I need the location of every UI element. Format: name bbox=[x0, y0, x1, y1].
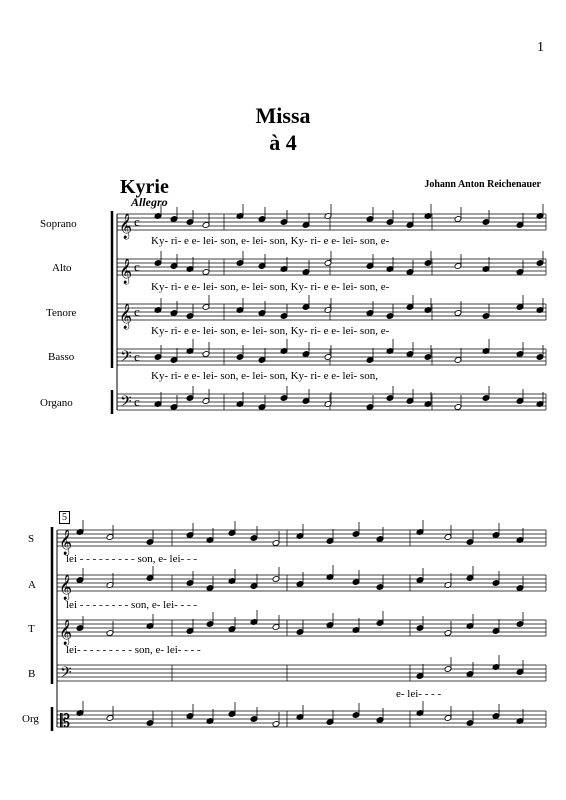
voice-label-b: B bbox=[28, 668, 36, 680]
voice-label-s: S bbox=[28, 533, 35, 545]
voice-label-a: A bbox=[28, 579, 36, 591]
bass-clef-icon: 𝄢 bbox=[120, 348, 132, 369]
lyrics-b: e- lei- - - - bbox=[396, 688, 442, 700]
voice-label-alto: Alto bbox=[52, 262, 72, 274]
lyrics-alto: Ky- ri- e e- lei- son, e- lei- son, Ky- ri- e e- lei- son, e- bbox=[151, 281, 390, 293]
score-subtitle: à 4 bbox=[269, 130, 297, 155]
voice-label-org: Org bbox=[22, 713, 39, 725]
treble-clef-icon: 𝄞 bbox=[59, 575, 73, 600]
voice-label-basso: Basso bbox=[48, 351, 75, 363]
alto-clef-icon: 𝄡 bbox=[60, 711, 71, 732]
voice-label-t: T bbox=[28, 623, 35, 635]
treble-clef-icon: 𝄞 bbox=[119, 214, 133, 239]
page-number: 1 bbox=[537, 40, 544, 55]
treble-clef-icon: 𝄞 bbox=[59, 620, 73, 645]
bass-clef-icon: 𝄢 bbox=[60, 664, 72, 685]
voice-label-organo: Organo bbox=[40, 397, 73, 409]
measure-number: 5 bbox=[59, 511, 70, 524]
lyrics-tenore: Ky- ri- e e- lei- son, e- lei- son, Ky- ri- e e- lei- son, e- bbox=[151, 325, 390, 337]
treble-clef-icon: 𝄞 bbox=[59, 530, 73, 555]
lyrics-soprano: Ky- ri- e e- lei- son, e- lei- son, Ky- ri- e e- lei- son, e- bbox=[151, 235, 390, 247]
lyrics-s: lei - - - - - - - - - son, e- lei- - - bbox=[66, 553, 198, 565]
common-time-icon: c bbox=[134, 259, 140, 274]
common-time-icon: c bbox=[134, 304, 140, 319]
voice-label-soprano: Soprano bbox=[40, 218, 77, 230]
score-title: Missa bbox=[255, 103, 311, 128]
movement-title: Kyrie bbox=[120, 176, 169, 198]
lyrics-a: lei - - - - - - - - son, e- lei- - - - bbox=[66, 599, 198, 611]
treble-clef-icon: 𝄞 bbox=[119, 259, 133, 284]
composer-name: Johann Anton Reichenauer bbox=[424, 179, 541, 190]
treble-clef-icon: 𝄞 bbox=[119, 304, 133, 329]
common-time-icon: c bbox=[134, 349, 140, 364]
common-time-icon: c bbox=[134, 394, 140, 409]
bass-clef-icon: 𝄢 bbox=[120, 393, 132, 414]
tempo-marking: Allegro bbox=[131, 195, 168, 209]
voice-label-tenore: Tenore bbox=[46, 307, 77, 319]
common-time-icon: c bbox=[134, 214, 140, 229]
lyrics-basso: Ky- ri- e e- lei- son, e- lei- son, Ky- ri- e e- lei- son, bbox=[151, 370, 378, 382]
lyrics-t: lei- - - - - - - - - son, e- lei- - - - bbox=[66, 644, 201, 656]
